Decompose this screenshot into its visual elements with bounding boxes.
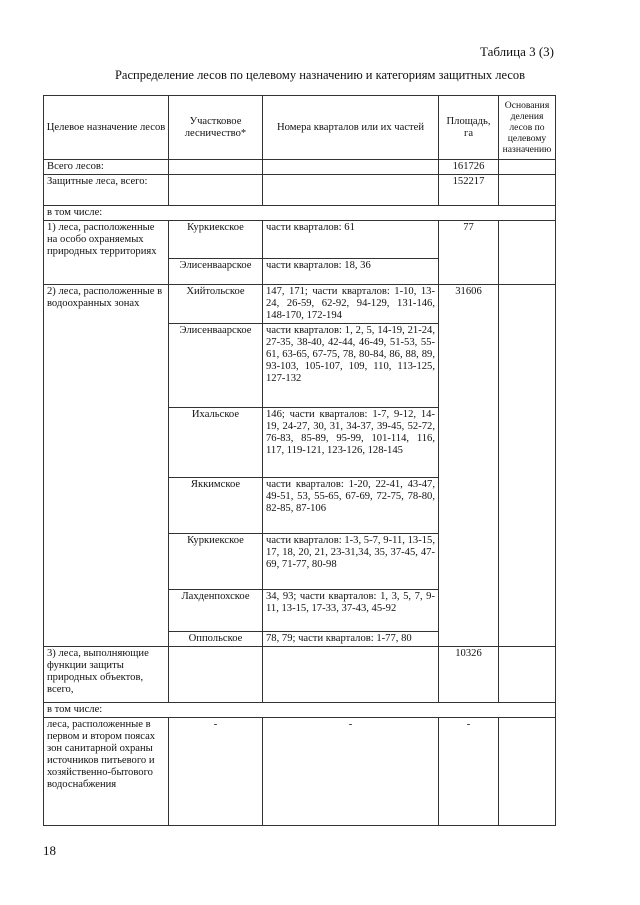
quarters-cell: части кварталов: 1-3, 5-7, 9-11, 13-15, 17, 18, 20, 21, 23-31,34, 35, 37-45, 47-69, 71-77, 80-98: [263, 534, 439, 590]
table-row: [44, 221, 556, 259]
quarters-cell: 147, 171; части кварталов: 1-10, 13-24, 26-59, 62-92, 94-129, 131-146, 148-170, 172-194: [263, 285, 439, 324]
table-row: [44, 703, 556, 718]
forestry-cell: Хийтольское: [169, 285, 263, 324]
forestry-cell: Ихальское: [169, 408, 263, 478]
quarters-cell: 146; части кварталов: 1-7, 9-12, 14-19, 24-27, 30, 31, 34-37, 39-45, 52-72, 76-83, 85-89, 95-99, 101-114, 116, 117, 119-121, 123-126, 128-145: [263, 408, 439, 478]
header-purpose: Целевое назначение лесов: [44, 96, 169, 160]
header-forestry: Участковое лесничество*: [169, 96, 263, 160]
row-area: 161726: [439, 160, 499, 175]
forestry-cell: Куркиекское: [169, 534, 263, 590]
row-area: -: [439, 718, 499, 826]
table-row: [44, 647, 556, 703]
forestry-cell: Куркиекское: [169, 221, 263, 259]
table-row: [44, 718, 556, 826]
forestry-cell: Яккимское: [169, 478, 263, 534]
forestry-cell: Оппольское: [169, 632, 263, 647]
forestry-cell: Лахденпохское: [169, 590, 263, 632]
table-row: [44, 206, 556, 221]
quarters-cell: части кварталов: 18, 36: [263, 259, 439, 285]
row-label: Всего лесов:: [44, 160, 169, 175]
quarters-cell: 34, 93; части кварталов: 1, 3, 5, 7, 9-11, 13-15, 17-33, 37-43, 45-92: [263, 590, 439, 632]
table-row: [44, 160, 556, 175]
row-area: 152217: [439, 175, 499, 206]
table-row: [44, 285, 556, 324]
quarters-cell: 78, 79; части кварталов: 1-77, 80: [263, 632, 439, 647]
table-number-label: Таблица 3 (3): [479, 44, 554, 59]
including-label: в том числе:: [44, 703, 556, 718]
quarters-cell: части кварталов: 61: [263, 221, 439, 259]
table-row: [44, 175, 556, 206]
forestry-cell: -: [169, 718, 263, 826]
quarters-cell: части кварталов: 1-20, 22-41, 43-47, 49-51, 53, 55-65, 67-69, 72-75, 78-80, 82-85, 87-106: [263, 478, 439, 534]
row-label: 3) леса, выполняющие функции защиты природных объектов, всего,: [44, 647, 169, 703]
header-basis: Основания деления лесов по целевому назначению: [499, 96, 556, 160]
page-number: 18: [43, 843, 56, 858]
row-label: Защитные леса, всего:: [44, 175, 169, 206]
forestry-cell: Элисенваарское: [169, 324, 263, 408]
row-area: 31606: [439, 285, 499, 647]
header-area: Площадь, га: [439, 96, 499, 160]
quarters-cell: -: [263, 718, 439, 826]
row-area: 10326: [439, 647, 499, 703]
row-label: леса, расположенные в первом и втором поясах зон санитарной охраны источников питьевого и хозяйственно-бытового водоснабжения: [44, 718, 169, 826]
row-label: 2) леса, расположенные в водоохранных зонах: [44, 285, 169, 647]
row-area: 77: [439, 221, 499, 285]
quarters-cell: части кварталов: 1, 2, 5, 14-19, 21-24, 27-35, 38-40, 42-44, 46-49, 51-53, 55-61, 63-65, 67-75, 78, 80-84, 86, 88, 89, 93-103, 105-107, 109, 110, 113-125, 127-132: [263, 324, 439, 408]
forest-distribution-table: [43, 95, 556, 826]
header-quarters: Номера кварталов или их частей: [263, 96, 439, 160]
forestry-cell: Элисенваарское: [169, 259, 263, 285]
row-label: 1) леса, расположенные на особо охраняемых природных территориях: [44, 221, 169, 285]
header-row: [44, 96, 556, 160]
table-caption: Распределение лесов по целевому назначению и категориям защитных лесов: [114, 68, 526, 82]
including-label: в том числе:: [44, 206, 556, 221]
